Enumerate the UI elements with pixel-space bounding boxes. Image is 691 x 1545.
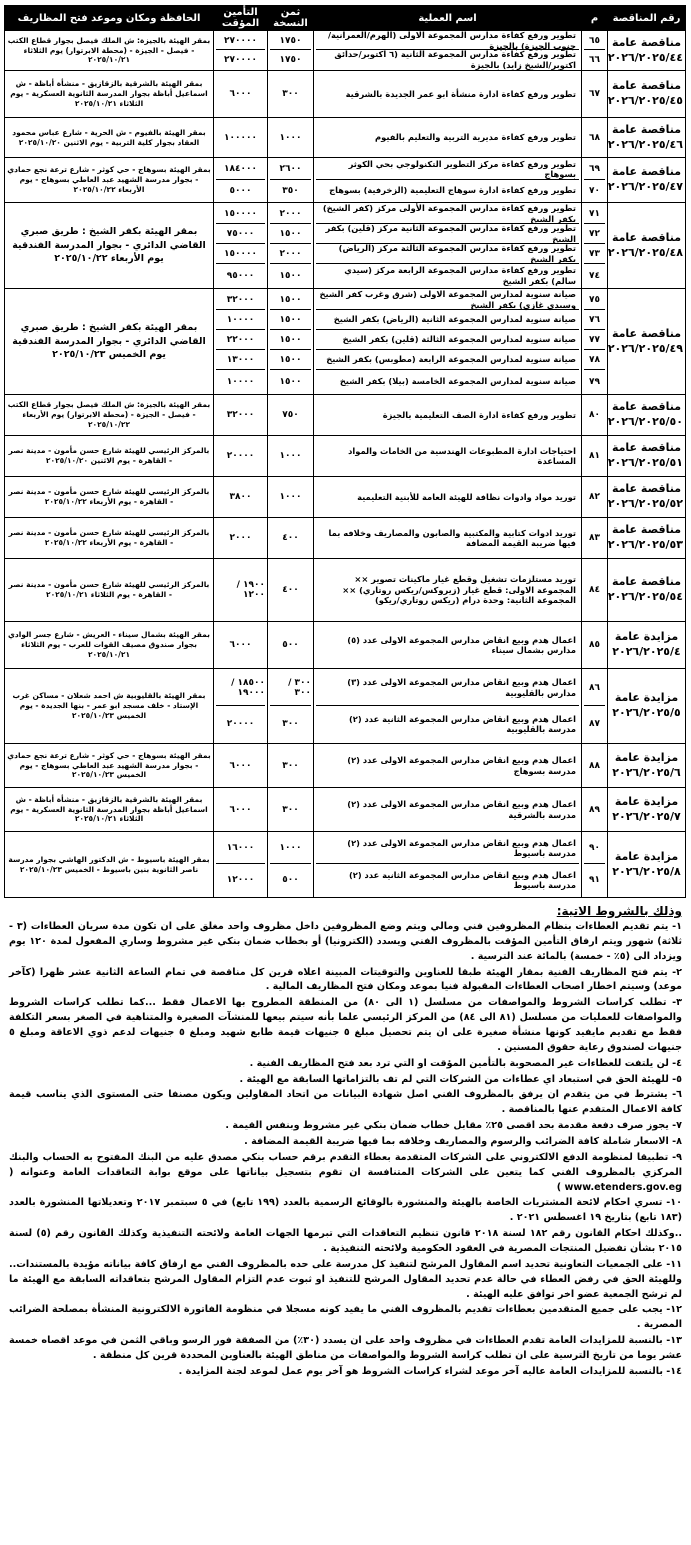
tender-group-row: [5, 71, 686, 118]
opening-location: بمقر الهيئة بكفر الشيخ : طريق صبري القاضي الدائري - بجوار المدرسة الفندقية يوم الخميس ٢٠٢٥/١٠/٢٣: [5, 289, 214, 395]
condition-item: ٥- للهيئة الحق في استبعاد اي عطاءات من الشركات التي لم تف بالتزاماتها السابقة مع الهيئة .: [239, 1073, 682, 1085]
insurance-amount-column: [214, 559, 268, 622]
item-serial: ٨٢: [589, 492, 600, 502]
operation-name-column: [314, 71, 582, 118]
tender-number: ٢٠٢٦/٢٠٢٥/٧: [612, 809, 681, 823]
tender-id: [608, 788, 686, 832]
copy-price: ٤٠٠: [282, 533, 299, 543]
copy-price-column: [268, 744, 314, 788]
tender-group-row: [5, 395, 686, 436]
item-serial: ٨٤: [589, 585, 600, 595]
operation-name: اعمال هدم وبيع انقاض مدارس المجموعة الاولى عدد (٢) مدرسة باسيوط: [316, 833, 579, 864]
insurance-amount-column: [214, 477, 268, 518]
insurance-amount: ٢٠٠٠٠: [226, 719, 255, 729]
tender-number: ٢٠٢٦/٢٠٢٥/٥٤: [607, 590, 683, 603]
opening-location: بمقر الهيئة بكفر الشيخ : طريق صبري القاضي الدائري - بجوار المدرسة الفندقية يوم الأربعاء ٢٠٢٥/١٠/٢٢: [5, 203, 214, 289]
item-serial-column: [582, 559, 608, 622]
operation-name: تطوير ورفع كفاءة مدارس المجموعة الرابعة مركز (سيدي سالم) بكفر الشيخ: [344, 265, 576, 286]
header-tender-no: رقم المناقصة: [608, 6, 686, 31]
tender-announcement-page: [5, 5, 686, 1535]
tender-id: [608, 436, 686, 477]
copy-price: ١٧٥٠: [270, 32, 311, 50]
copy-price: ١٥٠٠: [279, 270, 302, 281]
copy-price: ١٠٠٠: [279, 132, 302, 143]
insurance-amount: ١٠٠٠٠٠: [224, 132, 257, 143]
insurance-amount-column: [214, 395, 268, 436]
tender-group-row: [5, 118, 686, 158]
item-serial: ٨٥: [589, 640, 600, 650]
copy-price-column: [268, 832, 314, 898]
operation-name: اعمال هدم وبيع انقاض مدارس المجموعة الثانية عدد (٢) مدرسة باسيوط: [348, 869, 576, 890]
copy-price: ١٠٠٠: [270, 833, 311, 864]
copy-price-column: [268, 622, 314, 669]
item-serial-column: [582, 118, 608, 158]
item-serial: ٧٥: [584, 290, 605, 310]
tender-group-row: [5, 744, 686, 788]
operation-name: تطوير ورفع كفاءة مدارس المجموعة الثانية (٦ اكتوبر/حدائق اكتوبر/الشيخ زايد) بالجيزة: [334, 49, 576, 70]
tender-id: [608, 71, 686, 118]
insurance-amount: ٦٠٠٠: [229, 640, 252, 650]
insurance-amount: ٢٧٠٠٠٠: [216, 32, 265, 50]
insurance-amount: ١٢٠٠٠: [226, 875, 255, 885]
item-serial: ٧١: [584, 204, 605, 224]
tender-number: ٢٠٢٦/٢٠٢٥/٦: [612, 765, 681, 779]
operation-name: صيانة سنوية لمدارس المجموعة الرابعة (مطوبس) بكفر الشيخ: [316, 350, 579, 370]
operation-name-column: [314, 518, 582, 559]
item-serial: ٦٩: [584, 159, 605, 180]
tender-id: [608, 832, 686, 898]
insurance-amount: ٣٨٠٠: [229, 492, 252, 502]
item-serial: ٧٩: [589, 376, 600, 387]
item-serial: ٧٧: [584, 330, 605, 350]
tender-id: [608, 744, 686, 788]
condition-item: ..وكذلك احكام القانون رقم ١٨٢ لسنة ٢٠١٨ قانون تنظيم التعاقدات التي تبرمها الجهات العامة ولائحته التنفيذية وكذلك القانون رقم (٥) لسنة ٢٠١٥ بشأن تفضيل المنتجات المصرية في العقود الحكومية ولائحته التنفيذية .: [9, 1228, 683, 1255]
insurance-amount-column: [214, 31, 268, 71]
operation-name-column: [314, 559, 582, 622]
insurance-amount-column: [214, 622, 268, 669]
tender-type: مزايدة عامة: [614, 630, 679, 644]
operation-name-column: [314, 788, 582, 832]
condition-item: ٧- يجوز صرف دفعة مقدمة بحد اقصى ٢٥٪ مقابل خطاب ضمان بنكي غير مشروط وبنفس القيمة .: [225, 1120, 682, 1132]
item-serial: ٦٥: [584, 32, 605, 50]
operation-name-column: [314, 158, 582, 203]
operation-name: صيانة سنوية لمدارس المجموعة الخامسة (بيلا) بكفر الشيخ: [339, 376, 576, 387]
item-serial: ٨٣: [589, 533, 600, 543]
tender-number: ٢٠٢٦/٢٠٢٥/٤٥: [607, 94, 683, 107]
item-serial-column: [582, 395, 608, 436]
tender-group-row: [5, 622, 686, 669]
insurance-amount: ١٠٠٠٠: [226, 376, 255, 387]
copy-price-column: [268, 31, 314, 71]
item-serial-column: [582, 622, 608, 669]
item-serial: ٦٨: [589, 132, 600, 143]
tender-group-row: [5, 203, 686, 289]
tender-type: مناقصة عامة: [611, 79, 682, 93]
insurance-amount: ٣٢٠٠٠: [226, 410, 255, 420]
operation-name: صيانة سنوية لمدارس المجموعة الثالثة (قلين) بكفر الشيخ: [316, 330, 579, 350]
copy-price: ١٥٠٠: [270, 310, 311, 330]
operation-name: اعمال هدم وبيع انقاض مدارس المجموعة الاولى عدد (٢) مدرسة بالشرقية: [347, 799, 576, 820]
tender-id: [608, 31, 686, 71]
copy-price-column: [268, 436, 314, 477]
table-header-row: [5, 6, 686, 31]
copy-price-column: [268, 518, 314, 559]
tender-number: ٢٠٢٦/٢٠٢٥/٥٠: [607, 415, 683, 428]
copy-price-column: [268, 203, 314, 289]
condition-item: ٣- تطلب كراسات الشروط والمواصفات من مسلسل (١ الى ٨٠) من المنطقة المطروح بها الاعمال فقط ...كما تطلب كراسات الشروط والمواصفات للعمليات من مسلسل (٨١ الى ٨٤) من المركز الرئيسي علما بأنه سيتم بيعها للمنشآت الصغيرة والمتناهية في الصغر بسعر التكلفة فقط مع تقديم مايفيد كونها منشأة صغيرة على ان يتم تحصيل مبلغ ٥ جنيهات قيمة طابع شهيد ومبلغ ٥ جنيهات لدعم ذوي الاعاقة ومبلغ ٥ جنيهات لصندوق رعاية حقوق المسنين .: [9, 997, 683, 1053]
tender-type: مناقصة عامة: [611, 523, 682, 537]
item-serial-column: [582, 744, 608, 788]
copy-price: ١٥٠٠: [270, 290, 311, 310]
operation-name-column: [314, 477, 582, 518]
tender-number: ٢٠٢٦/٢٠٢٥/٤٤: [607, 50, 683, 64]
condition-item: ٨- الاسعار شاملة كافة الضرائب والرسوم والمصاريف وخلافه بما فيها ضريبة القيمة المضافة .: [244, 1136, 682, 1148]
item-serial: ٧٢: [584, 224, 605, 244]
insurance-amount-column: [214, 289, 268, 395]
operation-name: توريد ادوات كتابية والمكتبية والصابون والمصاريف وخلافه بما فيها ضريبة القيمة المضافة: [328, 527, 576, 548]
tender-number: ٢٠٢٦/٢٠٢٥/٥: [612, 706, 681, 719]
insurance-amount: ٦٠٠٠: [229, 89, 252, 99]
insurance-amount: ٢٧٠٠٠٠: [224, 54, 257, 65]
tenders-table: [4, 5, 686, 898]
tender-id: [608, 622, 686, 669]
operation-name: اعمال هدم وبيع انقاض مدارس المجموعة الثانية عدد (٢) مدرسة بالقليوبية: [348, 713, 576, 734]
insurance-amount-column: [214, 71, 268, 118]
tender-id: [608, 203, 686, 289]
operation-name: تطوير ورفع كفاءة مديرية التربية والتعليم بالفيوم: [375, 132, 576, 143]
copy-price-column: [268, 477, 314, 518]
copy-price-column: [268, 788, 314, 832]
operation-name-column: [314, 832, 582, 898]
insurance-amount: ٧٥٠٠٠: [216, 224, 265, 244]
tender-group-row: [5, 832, 686, 898]
insurance-amount-column: [214, 158, 268, 203]
tender-number: ٢٠٢٦/٢٠٢٥/٤٦: [607, 137, 683, 151]
opening-location: بمقر الهيئة بالجيزة: ش الملك فيصل بجوار قطاع الكتب - فيصل - الجيزة - (محطة الابرتوار) يوم الأربعاء ٢٠٢٥/١٠/٢٢: [5, 395, 214, 436]
opening-location: بالمركز الرئيسي للهيئة شارع حسن مأمون - مدينة نصر - القاهرة - يوم الأربعاء ٢٠٢٥/١٠/٢٢: [5, 477, 214, 518]
condition-item: ٩- تطبيقا لمنظومة الدفع الالكتروني على الشركات المتقدمة بعطاء التقدم برقم حساب بنكي مصدق عليه من البنك المفتوح به الحساب والبنك المركزي بالمظروف الفني كما يتعين على الشركات المتنافسة ان تقوم بتسجيل بياناتها على موقع بوابة التعاقدات العامة وعنوانه ( www.etenders.gov.eg ): [9, 1151, 682, 1193]
tender-group-row: [5, 669, 686, 744]
tender-id: [608, 518, 686, 559]
operation-name: اعمال هدم وبيع انقاض مدارس المجموعة الاولى عدد (٢) مدرسة بسوهاج: [347, 755, 576, 776]
copy-price: ٣٠٠: [282, 804, 299, 815]
insurance-amount: ٢٠٠٠٠: [226, 451, 255, 461]
item-serial-column: [582, 518, 608, 559]
insurance-amount: ١٣٠٠٠: [216, 350, 265, 370]
opening-location: بالمركز الرئيسي للهيئة شارع حسن مأمون - مدينة نصر - القاهرة - يوم الأربعاء ٢٠٢٥/١٠/٢٢: [5, 518, 214, 559]
tender-id: [608, 477, 686, 518]
insurance-amount-column: [214, 669, 268, 744]
insurance-amount-column: [214, 436, 268, 477]
copy-price-column: [268, 559, 314, 622]
operation-name: تطوير ورفع كفاءة مدارس المجموعة الثالثة مركز (الرياض) بكفر الشيخ: [316, 244, 579, 264]
insurance-amount: ١٠٠٠٠: [216, 310, 265, 330]
tender-id: [608, 559, 686, 622]
tender-group-row: [5, 788, 686, 832]
operation-name: تطوير ورفع كفاءة ادارة الصف التعليمية بالجيزة: [382, 409, 576, 420]
opening-location: بمقر الهيئة بسوهاج - حي كوثر - شارع ترعة نجع حمادي - بجوار مدرسة الشهيد عبد العاطي بسوهاج - يوم الأربعاء ٢٠٢٥/١٠/٢٢: [5, 158, 214, 203]
tender-type: مناقصة عامة: [611, 165, 682, 179]
item-serial-column: [582, 669, 608, 744]
tender-number: ٢٠٢٦/٢٠٢٥/٤٨: [607, 245, 683, 259]
operation-name-column: [314, 203, 582, 289]
opening-location: بمقر الهيئة بالفيوم - ش الحرية - شارع عباس محمود العقاد بجوار كلية التربية - يوم الاثنين ٢٠٢٥/١٠/٢٠: [5, 118, 214, 158]
item-serial: ٧٦: [584, 310, 605, 330]
copy-price: ٣٠٠: [282, 760, 299, 771]
item-serial-column: [582, 158, 608, 203]
header-location: الحافظة ومكان وموعد فتح المظاريف: [5, 6, 214, 31]
insurance-amount: ١٥٠٠٠٠: [216, 244, 265, 264]
condition-item: ١- يتم تقديم العطاءات بنظام المظروفين فني ومالي ويتم وضع المظروفين داخل مظروف واحد مغلق على ان تكون مدة سريان العطاءات (٣ - ثلاثة) شهور ويتم ارفاق التأمين المؤقت بالمظروف الفني ويسدد (الكترونيا) أو بخطاب ضمان بنكي غير مشروط وساري المفعول لمدة ١٢٠ يوم ويزداد الى (٥٪ - خمسة) بالمائة عند الترسية .: [9, 921, 682, 962]
copy-price-column: [268, 669, 314, 744]
copy-price: ٥٠٠: [282, 640, 299, 650]
copy-price: ١٥٠٠: [270, 350, 311, 370]
copy-price: ١٧٥٠: [279, 54, 302, 65]
operation-name: اعمال هدم وبيع انقاض مدارس المجموعة الاولى عدد (٥) مدارس بشمال سيناء: [347, 634, 576, 655]
tender-id: [608, 158, 686, 203]
copy-price-column: [268, 118, 314, 158]
insurance-amount: ١٦٠٠٠: [216, 833, 265, 864]
copy-price: ١٥٠٠: [270, 330, 311, 350]
opening-location: بمقر الهيئة بالشرقية بالزقازيق - منشأة أباظة - ش اسماعيل أباظة بجوار المدرسة الثانوية العسكرية - يوم الثلاثاء ٢٠٢٥/١٠/٢١: [5, 788, 214, 832]
condition-item: ١٢- يجب على جميع المتقدمين بعطاءات تقديم بالمظروف الفني ما يفيد كونه مسجلا في منظومة الفاتورة الالكترونية المنشأة بمصلحة الضرائب المصرية .: [9, 1304, 682, 1331]
tender-group-row: [5, 477, 686, 518]
insurance-amount-column: [214, 203, 268, 289]
header-copy-price: ثمن النسخة: [268, 6, 314, 31]
operation-name: تطوير ورفع كفاءة مدارس المجموعة الثانية مركز (قلين) بكفر الشيخ: [316, 224, 579, 244]
copy-price: ٢٦٠٠: [270, 159, 311, 180]
operation-name: تطوير ورفع كفاءة ادارة سوهاج التعليمية (الزخرفية) بسوهاج: [329, 185, 576, 196]
tender-group-row: [5, 436, 686, 477]
tender-number: ٢٠٢٦/٢٠٢٥/٥٢: [607, 497, 683, 510]
tender-type: مناقصة عامة: [611, 230, 682, 244]
item-serial-column: [582, 788, 608, 832]
conditions-list: [5, 920, 686, 1380]
insurance-amount: ٩٥٠٠٠: [226, 270, 255, 281]
operation-name-column: [314, 436, 582, 477]
item-serial: ٨٨: [589, 760, 600, 771]
operation-name: توريد مواد وادوات نظافة للهيئة العامة للأبنية التعليمية: [357, 491, 576, 502]
item-serial-column: [582, 436, 608, 477]
item-serial: ٩٠: [584, 833, 605, 864]
tender-id: [608, 118, 686, 158]
operation-name: توريد مستلزمات تشغيل وقطع غيار ماكينات تصوير ×× المجموعة الاولى: قطع غيار (زيروكس/ريكس روتاري) ×× المجموعة الثانية: وحدة درام (ريكس روتاري/ريكو): [342, 574, 576, 606]
insurance-amount: ١٨٤٠٠٠: [216, 159, 265, 180]
tender-group-row: [5, 158, 686, 203]
operation-name: صيانة سنوية لمدارس المجموعة الثانية (الرياض) بكفر الشيخ: [316, 310, 579, 330]
tender-type: مناقصة عامة: [611, 122, 682, 136]
item-serial: ٨٩: [589, 804, 600, 815]
tender-type: مناقصة عامة: [611, 400, 682, 414]
opening-location: بمقر الهيئة بشمال سيناء - العريش - شارع جسر الوادي بجوار صندوق مصيف القوات للعرب - يوم الثلاثاء ٢٠٢٥/١٠/٢١: [5, 622, 214, 669]
insurance-amount: ١٩٠٠ / ١٢٠٠: [236, 580, 265, 600]
tender-type: مناقصة عامة: [611, 35, 682, 49]
header-operation: اسم العملية: [314, 6, 582, 31]
tender-group-row: [5, 518, 686, 559]
item-serial: ٦٧: [589, 89, 600, 99]
copy-price: ٢٠٠٠: [270, 204, 311, 224]
copy-price: ٣٠٠: [282, 89, 299, 99]
item-serial: ٨٧: [589, 719, 600, 729]
copy-price-column: [268, 289, 314, 395]
insurance-amount: ٥٠٠٠: [229, 185, 252, 196]
copy-price: ١٥٠٠: [270, 224, 311, 244]
item-serial: ٧٠: [589, 185, 600, 196]
tender-id: [608, 289, 686, 395]
insurance-amount: ٢٢٠٠٠: [216, 330, 265, 350]
tender-number: ٢٠٢٦/٢٠٢٥/٥٣: [607, 538, 683, 551]
tender-type: مناقصة عامة: [611, 575, 682, 589]
tender-number: ٢٠٢٦/٢٠٢٥/٥١: [607, 456, 683, 469]
condition-item: ١٣- بالنسبة للمزايدات العامة تقدم العطاءات في مظروف واحد على ان يسدد (٣٠٪) من الصفقة فور الرسو وباقي الثمن في موعد اقصاه خمسة عشر يوما من تاريخ الترسية على ان تطلب كراسة الشروط والمواصفات من مناطق الهيئة بالعناوين المحددة قرين كل منطقة .: [9, 1335, 682, 1362]
insurance-amount-column: [214, 118, 268, 158]
item-serial-column: [582, 832, 608, 898]
item-serial-column: [582, 31, 608, 71]
insurance-amount: ١٨٥٠٠ / ١٩٠٠٠: [216, 670, 265, 706]
opening-location: بمقر الهيئة بسوهاج - حي كوثر - شارع ترعة نجع حمادي - بجوار مدرسة الشهيد عبد العاطي بسوهاج - يوم الخميس ٢٠٢٥/١٠/٢٣: [5, 744, 214, 788]
tender-type: مزايدة عامة: [614, 794, 679, 808]
condition-item: ١١- على الجمعيات التعاونية تحديد اسم المقاول المرشح لتنفيذ كل مدرسة على حده بالمظروف الفني مع ارفاق كافة بياناته مؤيدة بالمستندات.. وللهيئة الحق في رفض العطاء في حالة عدم تحديد المقاول المرشح للتنفيذ او ثبوت عدم التزام المقاول المرشح بتعاقداته السابقة مع الهيئة ما لم ترشح الجمعية عضو اخر توافق عليه الهيئة .: [9, 1258, 682, 1300]
insurance-amount-column: [214, 744, 268, 788]
operation-name-column: [314, 669, 582, 744]
tender-number: ٢٠٢٦/٢٠٢٥/٤: [612, 645, 681, 658]
condition-item: ١٠- تسري احكام لائحة المشتريات الخاصة بالهيئة والمنشورة بالوقائع الرسمية بالعدد (١٩٩ تابع) في ٥ سبتمبر ٢٠١٧ وتعديلاتها المنشورة بالعدد (١٨٣ تابع) بتاريخ ١٩ اغسطس ٢٠٢١ .: [9, 1197, 683, 1224]
condition-item: ١٤- بالنسبة للمزايدات العامة عاليه آخر موعد لشراء كراسات الشروط هو آخر يوم عمل لموعد لجنة المزايدة .: [178, 1365, 682, 1377]
condition-item: ٦- يشترط في من يتقدم ان يرفق بالمظروف الفني اصل شهادة البيانات من اتحاد المقاولين ويكون مصنفا حتى المستوى الذي يناسب قيمة كافة الاعمال المتقدم عنها بالمناقصة .: [9, 1089, 682, 1116]
tender-group-row: [5, 31, 686, 71]
copy-price: ٤٠٠: [282, 585, 299, 595]
insurance-amount: ١٥٠٠٠٠: [216, 204, 265, 224]
tender-group-row: [5, 559, 686, 622]
insurance-amount: ٦٠٠٠: [229, 760, 252, 771]
opening-location: بالمركز الرئيسي للهيئة شارع حسن مأمون - مدينة نصر - القاهرة - يوم الاثنين ٢٠٢٥/١٠/٢٠: [5, 436, 214, 477]
insurance-amount-column: [214, 832, 268, 898]
opening-location: بمقر الهيئة باسيوط - ش الدكتور الهاشي بجوار مدرسة ناصر الثانوية بنين باسيوط - الخميس ٢٠٢٥/١٠/٢٣: [5, 832, 214, 898]
operation-name-column: [314, 622, 582, 669]
tender-number: ٢٠٢٦/٢٠٢٥/٤٩: [607, 341, 683, 355]
operation-name-column: [314, 118, 582, 158]
copy-price: ٣٠٠ / ٣٠٠: [270, 670, 311, 706]
operation-name: اعمال هدم وبيع انقاض مدارس المجموعة الاولى عدد (٣) مدارس بالقليوبية: [316, 670, 579, 706]
conditions-title: وذلك بالشروط الاتية:: [556, 904, 682, 918]
item-serial: ٧٨: [584, 350, 605, 370]
insurance-amount: ٦٠٠٠: [229, 804, 252, 815]
copy-price: ٣٠٠: [282, 719, 299, 729]
insurance-amount: ٢٠٠٠: [229, 533, 252, 543]
item-serial: ٨٠: [589, 410, 600, 420]
operation-name: صيانة سنوية لمدارس المجموعة الاولى (شرق وغرب كفر الشيخ وسيدي غازي) بكفر الشيخ: [316, 290, 579, 310]
tender-type: مناقصة عامة: [611, 326, 682, 340]
tender-number: ٢٠٢٦/٢٠٢٥/٤٧: [607, 180, 683, 193]
tender-id: [608, 395, 686, 436]
item-serial-column: [582, 203, 608, 289]
insurance-amount: ٣٢٠٠٠: [216, 290, 265, 310]
operation-name: تطوير ورفع كفاءة ادارة منشأة ابو عمر الجديدة بالشرقية: [345, 88, 576, 99]
item-serial: ٨١: [589, 451, 600, 461]
header-insurance: التأمين المؤقت: [214, 6, 268, 31]
tender-type: مزايدة عامة: [614, 849, 679, 863]
item-serial-column: [582, 477, 608, 518]
item-serial: ٦٦: [589, 54, 600, 65]
copy-price-column: [268, 158, 314, 203]
operation-name-column: [314, 395, 582, 436]
tender-type: مزايدة عامة: [614, 750, 679, 764]
copy-price: ١٠٠٠: [279, 492, 302, 502]
copy-price: ٥٠٠: [282, 875, 299, 885]
operation-name: احتياجات ادارة المطبوعات الهندسية من الخامات والمواد المساعدة: [348, 445, 576, 466]
copy-price: ٧٥٠: [282, 410, 299, 420]
item-serial: ٨٦: [584, 670, 605, 706]
opening-location: بمقر الهيئة بالقليوبية ش احمد شعلان - مساكن غرب الإستاد - خلف مسجد ابو عمر - بنها الجديدة - يوم الخميس ٢٠٢٥/١٠/٢٣: [5, 669, 214, 744]
insurance-amount-column: [214, 518, 268, 559]
opening-location: بمقر الهيئة بالجيزة: ش الملك فيصل بجوار قطاع الكتب - فيصل - الجيزة - (محطة الابرتوار) يوم الثلاثاء ٢٠٢٥/١٠/٢١: [5, 31, 214, 71]
item-serial: ٩١: [589, 875, 600, 885]
condition-item: ٢- يتم فتح المظاريف الفنية بمقار الهيئة طبقا للعناوين والتوقيتات المبينة اعلاه قرين كل مناقصة في تمام الساعة الثانية عشر ظهرا (كآخر موعد) وسيتم اخطار اصحاب العطاءات المقبولة فنيا بموعد ومكان فتح المظاريف المالية .: [9, 966, 682, 993]
copy-price: ١٥٠٠: [279, 376, 302, 387]
copy-price: ٣٥٠: [282, 185, 299, 196]
operation-name-column: [314, 31, 582, 71]
insurance-amount-column: [214, 788, 268, 832]
item-serial-column: [582, 289, 608, 395]
copy-price-column: [268, 395, 314, 436]
tender-type: مناقصة عامة: [611, 482, 682, 496]
operation-name: تطوير ورفع كفاءة مدارس المجموعة الاولى (الهرم/العمرانية/جنوب الجيزة) بالجيزة: [316, 32, 579, 50]
item-serial: ٧٣: [584, 244, 605, 264]
item-serial: ٧٤: [589, 270, 600, 281]
item-serial-column: [582, 71, 608, 118]
tender-type: مزايدة عامة: [614, 691, 679, 705]
condition-item: ٤- لن يلتفت للعطاءات غير المصحوبة بالتأمين المؤقت او التي ترد بعد فتح المظاريف الفنية .: [249, 1057, 682, 1069]
tender-group-row: [5, 289, 686, 395]
copy-price-column: [268, 71, 314, 118]
header-m: م: [582, 6, 608, 31]
copy-price: ١٠٠٠: [279, 451, 302, 461]
tender-number: ٢٠٢٦/٢٠٢٥/٨: [612, 864, 681, 878]
operation-name-column: [314, 289, 582, 395]
operation-name: تطوير ورفع كفاءة مركز التطوير التكنولوجي بحي الكوثر بسوهاج: [316, 159, 579, 180]
tender-id: [608, 669, 686, 744]
copy-price: ٢٠٠٠: [270, 244, 311, 264]
operation-name-column: [314, 744, 582, 788]
opening-location: بمقر الهيئة بالشرقية بالزقازيق - منشأة أباظة - ش اسماعيل أباظة بجوار المدرسة الثانوية العسكرية - يوم الثلاثاء ٢٠٢٥/١٠/٢١: [5, 71, 214, 118]
tender-type: مناقصة عامة: [611, 441, 682, 455]
opening-location: بالمركز الرئيسي للهيئة شارع حسن مأمون - مدينة نصر - القاهرة - يوم الثلاثاء ٢٠٢٥/١٠/٢١: [5, 559, 214, 622]
operation-name: تطوير ورفع كفاءة مدارس المجموعة الأولى مركز (كفر الشيخ) بكفر الشيخ: [316, 204, 579, 224]
